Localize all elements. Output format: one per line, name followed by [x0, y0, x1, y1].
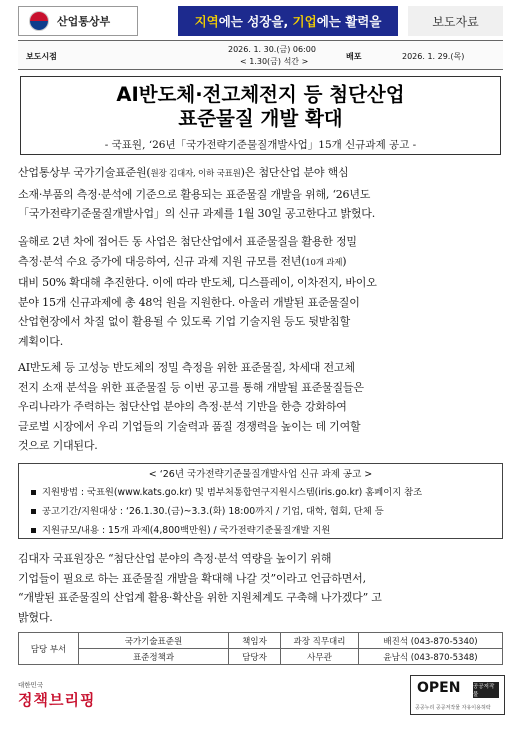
release-time: 2026. 1. 30.(금) 06:00: [228, 45, 316, 54]
notice-item: 지원방법 : 국표원(www.kats.go.kr) 및 범부처통합연구지원시스템(iris.go.kr) 홈페이지 참조: [31, 484, 422, 498]
briefing-logo: 대한민국 정책브리핑: [18, 681, 96, 709]
slogan-banner: [178, 6, 398, 36]
paragraph-line: 분야 15개 신규과제에 총 48억 원을 지원한다. 아울러 개발된 표준물질이: [18, 295, 360, 309]
paragraph-line: 글로벌 시장에서 우리 기업들의 기술력과 품질 경쟁력을 높이는 데 기여할: [18, 419, 361, 433]
paragraph-line: 우리나라가 주력하는 첨단산업 분야의 측정·분석 기반을 한층 강화하여: [18, 400, 347, 413]
ministry-name: 산업통상부: [57, 16, 111, 28]
notice-heading: < ‘26년 국가전략기준물질개발사업 신규 과제 공고 >: [19, 466, 502, 480]
square-bullet-icon: [31, 509, 36, 514]
notice-item: 공고기간/지원대상 : ‘26.1.30.(금)~3.3.(화) 18:00까지 / 기업, 대학, 협회, 단체 등: [31, 503, 384, 517]
notice-box: [18, 463, 503, 539]
paragraph-2: [18, 232, 503, 351]
title-box: [20, 76, 501, 155]
paragraph-line: 것으로 기대된다.: [18, 439, 98, 452]
paragraph-1: [18, 163, 503, 224]
staff-contact: 윤남식 (043-870-5348): [359, 649, 503, 665]
paragraph-line: 기업들이 필요로 하는 표준물질 개발을 확대해 나갈 것”이라고 언급하면서,: [18, 571, 366, 585]
paragraph-line: 김대자 국표원장은 “첨단산업 분야의 측정·분석 역량을 높이기 위해: [18, 552, 332, 565]
open-caption: 공공누리 공공저작물 자유이용허락: [415, 705, 491, 711]
notice-item: 지원규모/내용 : 15개 과제(4,800백만원) / 국가전략기준물질개발 지원: [31, 522, 330, 536]
subtitle: - 국표원, ‘26년「국가전략기준물질개발사업」15개 신규과제 공고 -: [104, 139, 417, 151]
contact-table: [18, 632, 503, 665]
public-work-icon: 공공저작물: [473, 682, 499, 698]
release-info-bar: [18, 40, 503, 70]
paragraph-line: 전지 소재 분석을 위한 표준물질 등 이번 공고를 통해 개발될 표준물질들은: [18, 380, 364, 394]
paragraph-line: 대비 50% 확대해 추진한다. 이에 따라 반도체, 디스플레이, 이차전지, 바이오: [18, 276, 377, 289]
square-bullet-icon: [31, 490, 36, 495]
paragraph-line: 소재·부품의 측정·분석에 기준으로 활용되는 표준물질 개발을 위해, ‘26년도: [18, 187, 371, 201]
paragraph-line: 산업통상부 국가기술표준원(원장 김대자, 이하 국표원)은 첨단산업 분야 핵심: [18, 166, 349, 179]
org-name: 국가기술표준원: [79, 633, 229, 649]
paragraph-4: [18, 549, 503, 627]
doc-type-label: 보도자료: [408, 6, 503, 36]
role-staff: 담당자: [229, 649, 281, 665]
paragraph-line: 밝혔다.: [18, 610, 53, 624]
paragraph-line: “개발된 표준물질의 산업계 활용·확산을 위한 지원체계도 구축해 나가겠다” 고: [18, 591, 382, 604]
release-label: 보도시점: [26, 52, 57, 61]
ministry-logo: [18, 6, 138, 36]
paragraph-line: 「국가전략기준물질개발사업」의 신규 과제를 1월 30일 공고한다고 밝혔다.: [18, 207, 375, 220]
slogan-text: 지역에는 성장을, 기업에는 활력을: [194, 14, 382, 29]
paragraph-line: 올해로 2년 차에 접어든 동 사업은 첨단산업에서 표준물질을 활용한 정밀: [18, 235, 357, 248]
square-bullet-icon: [31, 528, 36, 533]
title-line-2: 표준물질 개발 확대: [178, 107, 343, 130]
distribute-label: 배포: [346, 52, 362, 61]
title-line-1: AI반도체·전고체전지 등 첨단산업: [116, 83, 405, 106]
taegeuk-emblem-icon: [29, 11, 49, 31]
paragraph-line: 산업현장에서 차질 없이 활용될 수 있도록 기업 기술지원 등도 뒷받침할: [18, 315, 351, 328]
staff-title: 사무관: [281, 649, 359, 665]
paragraph-line: 측정·분석 수요 증가에 대응하여, 신규 과제 지원 규모를 전년(10개 과제): [18, 254, 347, 268]
role-head: 책임자: [229, 633, 281, 649]
header: [18, 6, 503, 36]
open-wordmark: OPEN: [417, 680, 461, 696]
table-row: [19, 633, 503, 649]
head-title: 과장 직무대리: [281, 633, 359, 649]
paragraph-line: AI반도체 등 고성능 반도체의 정밀 측정을 위한 표준물질, 차세대 전고체: [18, 361, 355, 374]
kogl-open-badge: [410, 675, 505, 715]
paragraph-line: 계획이다.: [18, 334, 64, 348]
dept-label: 담당 부서: [19, 633, 79, 665]
head-contact: 배진석 (043-870-5340): [359, 633, 503, 649]
paragraph-3: [18, 358, 503, 456]
table-row: [19, 649, 503, 665]
release-paper: < 1.30(금) 석간 >: [240, 57, 309, 66]
division-name: 표준정책과: [79, 649, 229, 665]
distribute-date: 2026. 1. 29.(목): [402, 52, 465, 61]
